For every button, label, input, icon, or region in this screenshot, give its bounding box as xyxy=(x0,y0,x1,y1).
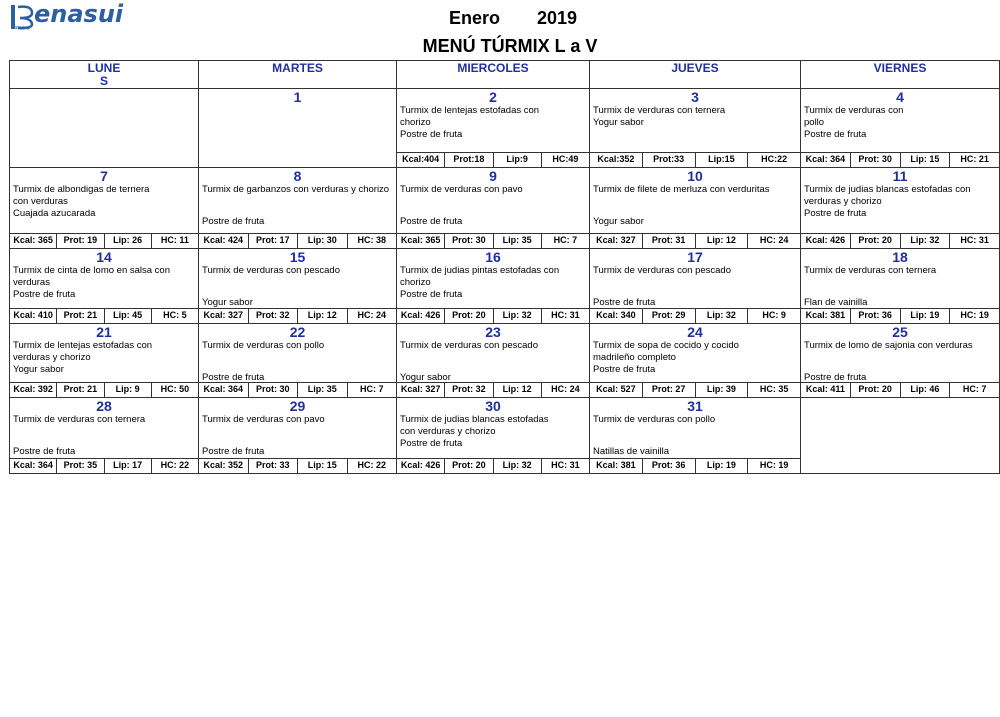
carbs-value: HC: 9 xyxy=(747,309,800,323)
day-number: 11 xyxy=(892,168,908,184)
nutrition-row xyxy=(801,152,999,167)
protein-value: Prot: 30 xyxy=(850,153,900,167)
lipids-value: Lip: 19 xyxy=(695,459,748,473)
dish-text: Turmix de verduras con xyxy=(804,105,904,116)
dessert-text: Postre de fruta xyxy=(593,297,656,308)
dessert-text: Postre de fruta xyxy=(593,364,656,375)
protein-value: Prot: 21 xyxy=(56,309,103,323)
dessert-text: Postre de fruta xyxy=(13,289,76,300)
day-number: 14 xyxy=(96,249,112,265)
lipids-value: Lip: 19 xyxy=(900,309,950,323)
kcal-value: Kcal: 365 xyxy=(400,235,441,245)
protein-value: Prot: 33 xyxy=(248,459,298,473)
kcal-value: Kcal: 364 xyxy=(203,384,244,394)
nutrition-row xyxy=(199,233,396,248)
carbs-value: HC: 50 xyxy=(151,383,198,397)
protein-value: Prot: 30 xyxy=(248,383,298,397)
dish-text: con verduras y chorizo xyxy=(400,426,496,437)
carbs-value: HC: 22 xyxy=(151,459,198,473)
dessert-text: Postre de fruta xyxy=(400,216,463,227)
day-cell-29 xyxy=(198,397,397,474)
empty-day-cell xyxy=(800,397,1000,474)
protein-value: Prot: 20 xyxy=(444,459,492,473)
day-cell-7 xyxy=(9,167,199,249)
carbs-value: HC: 24 xyxy=(747,234,800,248)
day-number: 2 xyxy=(489,89,497,105)
kcal-value: Kcal: 381 xyxy=(596,460,636,470)
lipids-value: Lip: 17 xyxy=(104,459,151,473)
logo-wordmark: enasui xyxy=(34,0,124,28)
protein-value: Prot:33 xyxy=(642,153,695,167)
nutrition-row xyxy=(199,458,396,473)
kcal-value: Kcal: 352 xyxy=(203,460,244,470)
day-number: 17 xyxy=(687,249,703,265)
dish-text: Turmix de verduras con pollo xyxy=(593,414,716,425)
dish-text: verduras xyxy=(13,277,50,288)
nutrition-row xyxy=(397,308,589,323)
carbs-value: HC: 19 xyxy=(747,459,800,473)
lipids-value: Lip: 32 xyxy=(493,309,541,323)
kcal-value: Kcal: 426 xyxy=(805,235,846,245)
day-number: 18 xyxy=(892,249,908,265)
dish-text: Turmix de judias blancas estofadas xyxy=(400,414,549,425)
carbs-value: HC: 11 xyxy=(151,234,198,248)
kcal-value: Kcal: 327 xyxy=(400,384,441,394)
protein-value: Prot: 20 xyxy=(850,234,900,248)
protein-value: Prot: 36 xyxy=(642,459,695,473)
kcal-value: Kcal: 426 xyxy=(400,310,441,320)
nutrition-row xyxy=(397,233,589,248)
dish-text: Turmix de verduras con pescado xyxy=(202,265,340,276)
day-cell-2 xyxy=(396,88,590,168)
dish-text: Turmix de lentejas estofadas con xyxy=(400,105,540,116)
kcal-value: Kcal: 527 xyxy=(596,384,636,394)
title-year: 2019 xyxy=(537,8,578,28)
carbs-value: HC: 22 xyxy=(347,459,397,473)
dish-text: verduras y chorizo xyxy=(804,196,882,207)
protein-value: Prot: 31 xyxy=(642,234,695,248)
kcal-value: Kcal: 327 xyxy=(203,310,244,320)
day-cell-24 xyxy=(589,323,801,398)
nutrition-row xyxy=(590,233,800,248)
lipids-value: Lip: 32 xyxy=(695,309,748,323)
weekday-header-4: JUEVES xyxy=(589,60,801,89)
dessert-text: Postre de fruta xyxy=(804,208,867,219)
dish-text: Turmix de cinta de lomo en salsa con xyxy=(13,265,171,276)
lipids-value: Lip: 26 xyxy=(104,234,151,248)
day-number: 29 xyxy=(289,398,306,414)
kcal-value: Kcal: 426 xyxy=(400,460,441,470)
day-number: 21 xyxy=(96,324,112,340)
logo-tagline: catering xyxy=(12,25,30,31)
protein-value: Prot: 30 xyxy=(444,234,492,248)
nutrition-row xyxy=(590,308,800,323)
day-cell-9 xyxy=(396,167,590,249)
day-number: 16 xyxy=(485,249,501,265)
day-number: 30 xyxy=(485,398,501,414)
day-number: 3 xyxy=(691,89,699,105)
dessert-text: Postre de fruta xyxy=(13,446,76,457)
lipids-value: Lip: 15 xyxy=(900,153,950,167)
lipids-value: Lip: 45 xyxy=(104,309,151,323)
day-number: 9 xyxy=(489,168,497,184)
dish-text: Turmix de lomo de sajonia con verduras xyxy=(804,340,973,351)
carbs-value: HC: 35 xyxy=(747,383,800,397)
day-cell-21 xyxy=(9,323,199,398)
nutrition-row xyxy=(199,308,396,323)
dish-text: Turmix de lentejas estofadas con xyxy=(13,340,153,351)
weekday-header-1: LUNE S xyxy=(9,60,199,89)
lipids-value: Lip: 15 xyxy=(297,459,347,473)
day-cell-18 xyxy=(800,248,1000,324)
kcal-value: Kcal: 381 xyxy=(805,310,846,320)
lipids-value: Lip: 9 xyxy=(104,383,151,397)
lipids-value: Lip: 46 xyxy=(900,383,950,397)
protein-value: Prot: 19 xyxy=(56,234,103,248)
lipids-value: Lip: 32 xyxy=(900,234,950,248)
kcal-value: Kcal:404 xyxy=(402,154,440,164)
day-number: 22 xyxy=(289,324,306,340)
dessert-text: Postre de fruta xyxy=(400,129,463,140)
dish-text: Turmix de judias pintas estofadas con xyxy=(400,265,560,276)
dish-text: Turmix de verduras con ternera xyxy=(13,414,146,425)
carbs-value: HC:49 xyxy=(541,153,589,167)
day-cell-10 xyxy=(589,167,801,249)
protein-value: Prot: 32 xyxy=(444,383,492,397)
day-number: 25 xyxy=(892,324,908,340)
day-cell-31 xyxy=(589,397,801,474)
dish-text: chorizo xyxy=(400,117,431,128)
protein-value: Prot: 20 xyxy=(850,383,900,397)
nutrition-row xyxy=(10,233,198,248)
dish-text: madrileño completo xyxy=(593,352,676,363)
lipids-value: Lip: 12 xyxy=(695,234,748,248)
day-number: 1 xyxy=(293,89,302,105)
day-cell-3 xyxy=(589,88,801,168)
day-number: 28 xyxy=(96,398,112,414)
dish-text: Turmix de verduras con pescado xyxy=(400,340,538,351)
dish-text: Turmix de verduras con ternera xyxy=(593,105,726,116)
page-subtitle: MENÚ TÚRMIX L a V xyxy=(422,36,598,56)
dessert-text: Postre de fruta xyxy=(202,372,265,383)
carbs-value: HC: 5 xyxy=(151,309,198,323)
lipids-value: Lip:9 xyxy=(493,153,541,167)
dish-text: Turmix de verduras con pollo xyxy=(202,340,325,351)
day-cell-23 xyxy=(396,323,590,398)
kcal-value: Kcal: 410 xyxy=(13,310,53,320)
day-cell-25 xyxy=(800,323,1000,398)
day-cell-16 xyxy=(396,248,590,324)
day-number: 23 xyxy=(485,324,501,340)
dessert-text: Yogur sabor xyxy=(593,216,644,227)
lipids-value: Lip: 30 xyxy=(297,234,347,248)
lipids-value: Lip: 32 xyxy=(493,459,541,473)
carbs-value: HC: 24 xyxy=(347,309,397,323)
protein-value: Prot: 29 xyxy=(642,309,695,323)
day-cell-17 xyxy=(589,248,801,324)
nutrition-row xyxy=(801,233,999,248)
dish-text: Turmix de garbanzos con verduras y chorizo xyxy=(202,184,390,195)
dessert-text: Postre de fruta xyxy=(400,289,463,300)
carbs-value: HC: 24 xyxy=(541,383,589,397)
day-number: 15 xyxy=(289,249,306,265)
kcal-value: Kcal: 411 xyxy=(805,384,845,394)
lipids-value: Lip: 12 xyxy=(493,383,541,397)
carbs-value: HC: 7 xyxy=(347,383,397,397)
carbs-value: HC: 38 xyxy=(347,234,397,248)
dessert-text: Postre de fruta xyxy=(202,446,265,457)
protein-value: Prot: 27 xyxy=(642,383,695,397)
protein-value: Prot: 21 xyxy=(56,383,103,397)
protein-value: Prot:18 xyxy=(444,153,492,167)
nutrition-row xyxy=(397,458,589,473)
dessert-text: Postre de fruta xyxy=(400,438,463,449)
dish-text: pollo xyxy=(804,117,825,128)
weekday-header-5: VIERNES xyxy=(800,60,1000,89)
title-month: Enero xyxy=(449,8,501,28)
dessert-text: Cuajada azucarada xyxy=(13,208,96,219)
dish-text: Turmix de verduras con pavo xyxy=(400,184,523,195)
dessert-text: Yogur sabor xyxy=(202,297,253,308)
nutrition-row xyxy=(801,382,999,397)
kcal-value: Kcal: 392 xyxy=(13,384,53,394)
day-number: 10 xyxy=(687,168,703,184)
day-cell-15 xyxy=(198,248,397,324)
kcal-value: Kcal: 364 xyxy=(13,460,53,470)
day-cell-22 xyxy=(198,323,397,398)
carbs-value: HC:22 xyxy=(747,153,800,167)
empty-day-cell xyxy=(9,88,199,168)
carbs-value: HC: 31 xyxy=(541,459,589,473)
day-number: 24 xyxy=(687,324,703,340)
lipids-value: Lip:15 xyxy=(695,153,748,167)
nutrition-row xyxy=(10,458,198,473)
nutrition-row xyxy=(590,152,800,167)
weekday-header-2: MARTES xyxy=(198,60,397,89)
day-number: 4 xyxy=(896,89,904,105)
dessert-text: Flan de vainilla xyxy=(804,297,868,308)
dish-text: chorizo xyxy=(400,277,431,288)
day-cell-30 xyxy=(396,397,590,474)
day-cell-8 xyxy=(198,167,397,249)
protein-value: Prot: 35 xyxy=(56,459,103,473)
carbs-value: HC: 31 xyxy=(541,309,589,323)
carbs-value: HC: 31 xyxy=(949,234,999,248)
dish-text: Turmix de sopa de cocido y cocido xyxy=(593,340,739,351)
dessert-text: Natillas de vainilla xyxy=(593,446,670,457)
day-number: 7 xyxy=(100,168,108,184)
carbs-value: HC: 21 xyxy=(949,153,999,167)
protein-value: Prot: 17 xyxy=(248,234,298,248)
day-cell-1 xyxy=(198,88,397,168)
kcal-value: Kcal: 340 xyxy=(596,310,636,320)
nutrition-row xyxy=(801,308,999,323)
nutrition-row xyxy=(397,152,589,167)
dish-text: Turmix de judias blancas estofadas con xyxy=(804,184,971,195)
day-cell-11 xyxy=(800,167,1000,249)
kcal-value: Kcal: 424 xyxy=(203,235,244,245)
dish-text: Turmix de verduras con pescado xyxy=(593,265,731,276)
nutrition-row xyxy=(590,382,800,397)
day-number: 8 xyxy=(293,168,302,184)
dessert-text: Yogur sabor xyxy=(593,117,644,128)
protein-value: Prot: 20 xyxy=(444,309,492,323)
dish-text: Turmix de filete de merluza con verduritas xyxy=(593,184,770,195)
nutrition-row xyxy=(199,382,396,397)
dish-text: Turmix de verduras con ternera xyxy=(804,265,937,276)
lipids-value: Lip: 12 xyxy=(297,309,347,323)
day-number: 31 xyxy=(687,398,703,414)
dish-text: Turmix de verduras con pavo xyxy=(202,414,325,425)
day-cell-28 xyxy=(9,397,199,474)
nutrition-row xyxy=(10,308,198,323)
protein-value: Prot: 36 xyxy=(850,309,900,323)
protein-value: Prot: 32 xyxy=(248,309,298,323)
weekday-header-3: MIERCOLES xyxy=(396,60,590,89)
dessert-text: Postre de fruta xyxy=(804,129,867,140)
nutrition-row xyxy=(10,382,198,397)
carbs-value: HC: 7 xyxy=(949,383,999,397)
dessert-text: Yogur sabor xyxy=(400,372,451,383)
carbs-value: HC: 19 xyxy=(949,309,999,323)
day-cell-14 xyxy=(9,248,199,324)
nutrition-row xyxy=(397,382,589,397)
day-cell-4 xyxy=(800,88,1000,168)
dessert-text: Yogur sabor xyxy=(13,364,64,375)
dish-text: verduras y chorizo xyxy=(13,352,91,363)
kcal-value: Kcal: 364 xyxy=(805,154,846,164)
nutrition-row xyxy=(590,458,800,473)
kcal-value: Kcal: 365 xyxy=(13,235,53,245)
dish-text: con verduras xyxy=(13,196,68,207)
kcal-value: Kcal: 327 xyxy=(596,235,636,245)
dessert-text: Postre de fruta xyxy=(202,216,265,227)
enasui-logo xyxy=(10,0,124,32)
dessert-text: Postre de fruta xyxy=(804,372,867,383)
dish-text: Turmix de albondigas de ternera xyxy=(13,184,150,195)
lipids-value: Lip: 35 xyxy=(493,234,541,248)
lipids-value: Lip: 35 xyxy=(297,383,347,397)
kcal-value: Kcal:352 xyxy=(597,154,635,164)
menu-calendar xyxy=(9,60,999,474)
carbs-value: HC: 7 xyxy=(541,234,589,248)
lipids-value: Lip: 39 xyxy=(695,383,748,397)
